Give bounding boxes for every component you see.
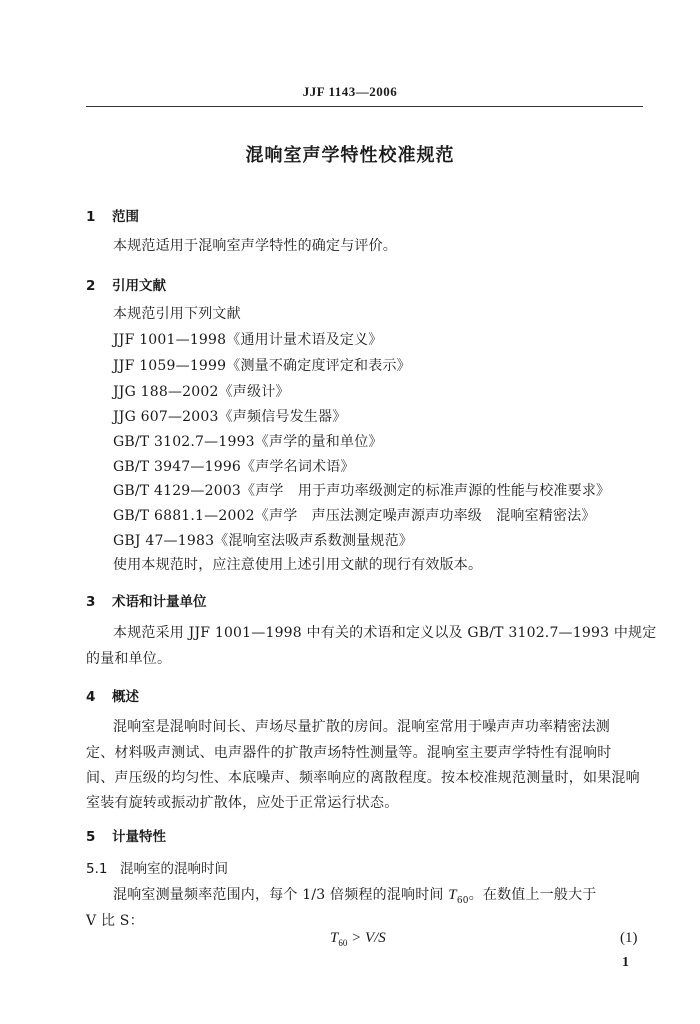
subsection-title: 混响室的混响时间: [120, 861, 228, 877]
reference-item: JJG 607—2003《声频信号发生器》: [113, 409, 347, 425]
symbol-t: T: [448, 887, 457, 903]
section-4-text-line: 定、材料吸声测试、电声器件的扩散声场特性测量等。混响室主要声学特性有混响时: [86, 745, 612, 761]
section-2-heading: [86, 274, 166, 294]
section-1-text: 本规范适用于混响室声学特性的确定与评价。: [113, 238, 397, 254]
section-1-heading: [86, 205, 139, 225]
reference-item: GBJ 47—1983《混响室法吸声系数测量规范》: [113, 533, 413, 549]
header-rule: [86, 106, 643, 107]
section-number: 2: [86, 278, 96, 294]
reference-item: GB/T 3102.7—1993《声学的量和单位》: [113, 434, 383, 450]
text-run: 。在数值上一般大于: [468, 887, 597, 903]
subsection-5-1-heading: [86, 857, 228, 877]
reference-item: GB/T 6881.1—2002《声学 声压法测定噪声源声功率级 混响室精密法》: [113, 508, 596, 524]
section-title: 引用文献: [112, 278, 166, 294]
reference-item: GB/T 4129—2003《声学 用于声功率级测定的标准声源的性能与校准要求》: [113, 483, 611, 499]
section-4-text-line: 室装有旋转或振动扩散体，应处于正常运行状态。: [86, 795, 399, 811]
reference-item: JJF 1059—1999《测量不确定度评定和表示》: [113, 358, 411, 374]
section-title: 范围: [112, 209, 139, 225]
section-3-heading: [86, 590, 207, 610]
section-4-heading: [86, 685, 139, 705]
section-5-text-line: V 比 S：: [86, 913, 144, 929]
references-intro: 本规范引用下列文献: [113, 306, 241, 322]
reference-item: GB/T 3947—1996《声学名词术语》: [113, 459, 355, 475]
section-number: 1: [86, 209, 96, 225]
reference-item: JJG 188—2002《声级计》: [113, 384, 290, 400]
section-number: 3: [86, 594, 96, 610]
formula: [330, 930, 386, 948]
section-title: 计量特性: [112, 829, 166, 845]
document-code: JJF 1143—2006: [302, 84, 398, 99]
section-title: 术语和计量单位: [112, 594, 207, 610]
equation-number: (1): [620, 930, 638, 946]
formula-rest: > V/S: [347, 930, 386, 946]
section-5-heading: [86, 825, 166, 845]
section-number: 4: [86, 689, 96, 705]
section-4-text-line: 混响室是混响时间长、声场尽量扩散的房间。混响室常用于噪声声功率精密法测: [113, 719, 610, 735]
subsection-number: 5.1: [86, 861, 108, 877]
section-3-text-line: 的量和单位。: [86, 651, 172, 667]
section-4-text-line: 间、声压级的均匀性、本底噪声、频率响应的离散程度。按本校准规范测量时，如果混响: [86, 770, 640, 786]
references-outro: 使用本规范时，应注意使用上述引用文献的现行有效版本。: [113, 557, 483, 573]
reference-item: JJF 1001—1998《通用计量术语及定义》: [113, 332, 383, 348]
formula-subscript: 60: [338, 938, 348, 948]
page-number: 1: [622, 955, 629, 970]
section-5-text-line: [113, 884, 597, 906]
formula-symbol: T: [330, 930, 339, 946]
section-number: 5: [86, 829, 96, 845]
document-title: 混响室声学特性校准规范: [245, 145, 455, 166]
text-run: 混响室测量频率范围内，每个 1/3 倍频程的混响时间: [113, 887, 449, 903]
section-title: 概述: [112, 689, 139, 705]
section-3-text-line: 本规范采用 JJF 1001—1998 中有关的术语和定义以及 GB/T 3102.7—1993 中规定: [113, 625, 657, 641]
symbol-subscript: 60: [456, 895, 469, 906]
